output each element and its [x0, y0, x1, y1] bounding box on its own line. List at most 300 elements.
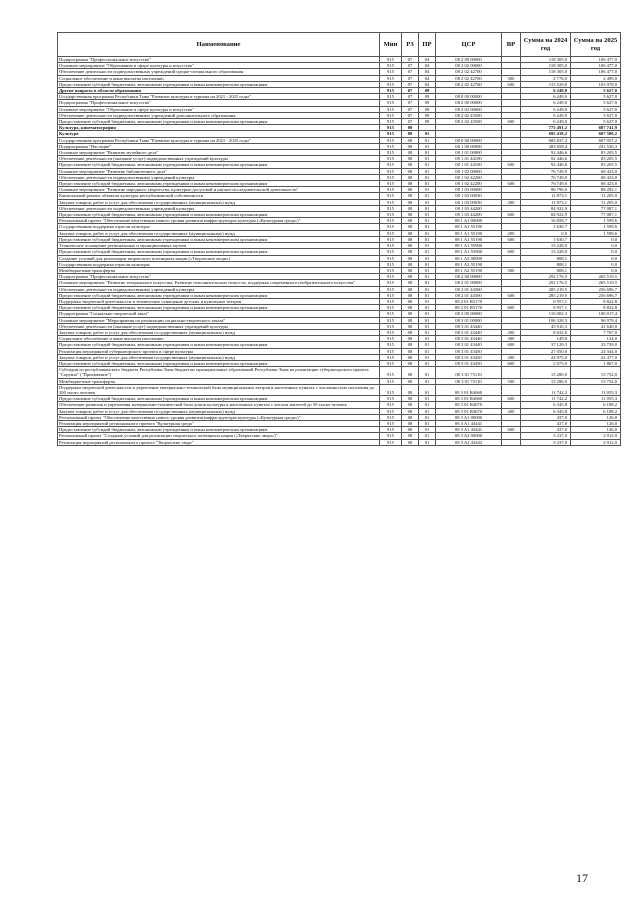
row-sum-2025: 7 767,0 — [571, 329, 621, 335]
row-name: Закупка товаров, работ и услуг для обеспечения государственных (муниципальных) нужд — [58, 354, 380, 360]
row-min: 915 — [380, 384, 402, 395]
row-sum-2024: 92 446,6 — [521, 162, 571, 168]
row-sum-2024: 45 910,3 — [521, 323, 571, 329]
row-name: Социальное обеспечение и иные выплаты населению — [58, 336, 380, 342]
row-pr: 01 — [419, 292, 436, 298]
row-csr: 08 2 02 42700 — [436, 81, 502, 87]
row-sum-2024: 695 418,2 — [521, 131, 571, 137]
row-pr: 01 — [419, 187, 436, 193]
row-rz: 08 — [402, 212, 419, 218]
row-pr: 01 — [419, 249, 436, 255]
row-csr: 08 2 01 R5170 — [436, 298, 502, 304]
row-sum-2024: 6 249,0 — [521, 106, 571, 112]
row-sum-2024: 15 280,0 — [521, 367, 571, 378]
table-header-row — [58, 33, 621, 57]
row-csr: 08 3 01 43450 — [436, 360, 502, 366]
row-pr: 01 — [419, 193, 436, 199]
row-pr: 01 — [419, 236, 436, 242]
row-sum-2025: 8 822,8 — [571, 298, 621, 304]
row-min: 915 — [380, 181, 402, 187]
row-name: Подпрограмма "Профессиональное искусство" — [58, 57, 380, 63]
row-sum-2025: 126,0 — [571, 420, 621, 426]
row-csr: 08 1 A1 55190 — [436, 236, 502, 242]
row-min: 915 — [380, 199, 402, 205]
row-pr: 01 — [419, 162, 436, 168]
row-name: Обеспечение развития и укрепления материально-технической базы домов культуры в населенных пунктах с числом жителей до 50 тысяч человек — [58, 402, 380, 408]
row-sum-2024: 285 219,5 — [521, 292, 571, 298]
row-csr: 08 1 02 42200 — [436, 181, 502, 187]
row-csr: 08 2 02 43500 — [436, 112, 502, 118]
row-sum-2024: 37 129,3 — [521, 342, 571, 348]
row-rz: 08 — [402, 323, 419, 329]
row-vr: 600 — [502, 360, 521, 366]
row-min: 915 — [380, 336, 402, 342]
row-rz: 08 — [402, 427, 419, 433]
row-rz: 08 — [402, 168, 419, 174]
row-min: 915 — [380, 106, 402, 112]
row-rz: 08 — [402, 131, 419, 137]
row-sum-2024: 685 837,2 — [521, 137, 571, 143]
row-csr: 08 3 01 R4660 — [436, 384, 502, 395]
row-min: 915 — [380, 360, 402, 366]
row-name: Закупка товаров, работ и услуг для обеспечения государственных (муниципальных) нужд — [58, 329, 380, 335]
row-name: Обеспечение деятельности подведомственных учреждений культуры — [58, 205, 380, 211]
row-sum-2025: 1 867,0 — [571, 360, 621, 366]
row-sum-2024: 283 658,4 — [521, 143, 571, 149]
row-pr: 01 — [419, 274, 436, 280]
row-pr: 09 — [419, 112, 436, 118]
row-name: Предоставление субсидий бюджетным, автономным учреждениям и иным некоммерческим организациям — [58, 212, 380, 218]
row-pr: 09 — [419, 94, 436, 100]
row-rz: 08 — [402, 336, 419, 342]
row-csr: 08 3 01 R4670 — [436, 408, 502, 414]
row-sum-2024: 0,0 — [521, 230, 571, 236]
row-sum-2025: 0,0 — [571, 267, 621, 273]
row-name: Основное мероприятие "Мероприятия по реализации социально-творческого заказа" — [58, 317, 380, 323]
row-rz: 08 — [402, 137, 419, 143]
row-sum-2024: 6 249,0 — [521, 100, 571, 106]
row-sum-2024: 437,0 — [521, 414, 571, 420]
row-sum-2024: 6 249,0 — [521, 119, 571, 125]
row-sum-2024: 24 975,0 — [521, 354, 571, 360]
row-pr: 01 — [419, 181, 436, 187]
row-name: Региональный проект "Обеспечение качественно нового уровня развития инфраструктуры культуры («Культурная среда»)" — [58, 218, 380, 224]
row-min: 915 — [380, 75, 402, 81]
row-rz: 08 — [402, 305, 419, 311]
row-min: 915 — [380, 162, 402, 168]
row-pr: 01 — [419, 336, 436, 342]
row-min: 915 — [380, 378, 402, 384]
row-csr: 08 1 A1 55190 — [436, 224, 502, 230]
header-min: Мин — [380, 33, 402, 57]
row-csr: 08 3 01 43440 — [436, 342, 502, 348]
row-name: Предоставление субсидий бюджетным, автономным учреждениям и иным некоммерческим организациям — [58, 305, 380, 311]
row-name: Техническое оснащение региональных и муниципальных музеев — [58, 243, 380, 249]
row-csr: 08 1 A2 55190 — [436, 267, 502, 273]
row-min: 915 — [380, 112, 402, 118]
row-min: 915 — [380, 267, 402, 273]
row-vr: 600 — [502, 396, 521, 402]
row-csr: 08 3 01 43450 — [436, 348, 502, 354]
row-pr: 01 — [419, 261, 436, 267]
row-sum-2024: 149,0 — [521, 336, 571, 342]
row-min: 915 — [380, 224, 402, 230]
row-name: Другие вопросы в области образования — [58, 88, 380, 94]
row-sum-2025: 106 477,0 — [571, 69, 621, 75]
header-rz: РЗ — [402, 33, 419, 57]
row-csr: 08 1 03 44200 — [436, 212, 502, 218]
row-sum-2025: 24 344,0 — [571, 348, 621, 354]
row-sum-2025: 68 423,0 — [571, 174, 621, 180]
row-csr: 08 2 00 00000 — [436, 274, 502, 280]
row-sum-2024: 6 249,0 — [521, 88, 571, 94]
row-csr: 08 1 A1 55900 — [436, 249, 502, 255]
row-sum-2025: 68 423,0 — [571, 181, 621, 187]
row-csr: 08 0 00 00000 — [436, 137, 502, 143]
row-sum-2025: 106 477,0 — [571, 57, 621, 63]
row-rz: 08 — [402, 433, 419, 439]
row-name: Предоставление субсидий бюджетным, автономным учреждениям и иным некоммерческим организациям — [58, 342, 380, 348]
row-sum-2025: 0,0 — [571, 261, 621, 267]
row-sum-2025: 0,0 — [571, 255, 621, 261]
row-csr: 08 1 01 00000 — [436, 150, 502, 156]
row-min: 915 — [380, 119, 402, 125]
row-pr: 04 — [419, 57, 436, 63]
row-csr: 08 1 03 00000 — [436, 187, 502, 193]
row-name: Обеспечение деятельности (оказание услуг) подведомственных учреждений культуры — [58, 323, 380, 329]
row-vr: 600 — [502, 81, 521, 87]
row-rz: 08 — [402, 181, 419, 187]
row-rz: 07 — [402, 63, 419, 69]
row-min: 915 — [380, 261, 402, 267]
row-pr: 09 — [419, 100, 436, 106]
row-rz: 08 — [402, 367, 419, 378]
row-sum-2024: 808,1 — [521, 267, 571, 273]
row-sum-2024: 76 749,0 — [521, 181, 571, 187]
row-name: Обеспечение деятельности (оказание услуг) подведомственных учреждений культуры — [58, 156, 380, 162]
row-name: Предоставление субсидий бюджетным, автономным учреждениям и иным некоммерческим организациям — [58, 81, 380, 87]
row-name: Реализация мероприятий регионального проекта "Творческие люди" — [58, 439, 380, 445]
row-sum-2024: 808,1 — [521, 261, 571, 267]
row-sum-2024: 6 957,1 — [521, 298, 571, 304]
row-rz: 08 — [402, 354, 419, 360]
row-min: 915 — [380, 414, 402, 420]
row-name: Региональный проект "Создание условий для реализации творческого потенциала нации («Творческие люди»)" — [58, 433, 380, 439]
row-sum-2024: 11 873,1 — [521, 193, 571, 199]
row-rz: 08 — [402, 205, 419, 211]
row-pr: 01 — [419, 427, 436, 433]
row-rz: 08 — [402, 378, 419, 384]
row-pr: 01 — [419, 342, 436, 348]
row-sum-2025: 83 205,5 — [571, 156, 621, 162]
row-name: Предоставление субсидий бюджетным, автономным учреждениям и иным некоммерческим организациям — [58, 396, 380, 402]
row-pr: 01 — [419, 439, 436, 445]
row-name: Обеспечение деятельности подведомственных учреждений культуры — [58, 286, 380, 292]
row-csr: 08 1 03 44200 — [436, 205, 502, 211]
row-rz: 07 — [402, 112, 419, 118]
row-min: 915 — [380, 94, 402, 100]
row-sum-2025: 5 627,0 — [571, 106, 621, 112]
row-min: 915 — [380, 305, 402, 311]
row-vr: 200 — [502, 329, 521, 335]
row-pr: 01 — [419, 298, 436, 304]
row-rz: 08 — [402, 255, 419, 261]
row-csr: 08 1 01 44100 — [436, 156, 502, 162]
row-min: 915 — [380, 420, 402, 426]
row-sum-2024: 16 858,7 — [521, 218, 571, 224]
header-pr: ПР — [419, 33, 436, 57]
row-sum-2025: 0,0 — [571, 249, 621, 255]
row-pr: 04 — [419, 69, 436, 75]
row-rz: 08 — [402, 125, 419, 131]
row-sum-2025: 2 499,0 — [571, 75, 621, 81]
row-rz: 07 — [402, 106, 419, 112]
row-csr: 08 3 01 43450 — [436, 354, 502, 360]
row-min: 915 — [380, 212, 402, 218]
row-rz: 08 — [402, 162, 419, 168]
row-sum-2024: 1 630,7 — [521, 236, 571, 242]
row-sum-2024: 106 328,3 — [521, 317, 571, 323]
row-pr: 01 — [419, 267, 436, 273]
row-min: 915 — [380, 439, 402, 445]
row-sum-2025: 77 087,1 — [571, 212, 621, 218]
row-sum-2025: 100 017,4 — [571, 311, 621, 317]
row-rz: 08 — [402, 261, 419, 267]
row-csr: 08 2 00 00000 — [436, 100, 502, 106]
row-sum-2025: 2 912,0 — [571, 433, 621, 439]
row-csr: 08 2 00 00000 — [436, 57, 502, 63]
row-sum-2024: 115 529,0 — [521, 81, 571, 87]
row-min: 915 — [380, 57, 402, 63]
row-vr: 600 — [502, 292, 521, 298]
row-sum-2024: 6 957,1 — [521, 305, 571, 311]
row-csr: 08 3 00 00000 — [436, 311, 502, 317]
row-pr: 01 — [419, 280, 436, 286]
row-rz: 08 — [402, 342, 419, 348]
row-min: 915 — [380, 280, 402, 286]
row-sum-2024: 285 219,5 — [521, 286, 571, 292]
row-sum-2025: 11 055,3 — [571, 384, 621, 395]
row-rz: 08 — [402, 286, 419, 292]
row-name: Реализация мероприятий регионального проекта "Культурная среда" — [58, 420, 380, 426]
row-pr: 01 — [419, 378, 436, 384]
row-sum-2024: 1 630,7 — [521, 224, 571, 230]
row-pr: 01 — [419, 329, 436, 335]
row-sum-2024: 118 305,0 — [521, 57, 571, 63]
row-pr: 01 — [419, 311, 436, 317]
row-name: Закупка товаров, работ и услуг для обеспечения государственных (муниципальных) нужд — [58, 408, 380, 414]
row-pr: 09 — [419, 106, 436, 112]
row-csr: 08 0 00 00000 — [436, 94, 502, 100]
row-min: 915 — [380, 137, 402, 143]
row-name: Подпрограмма "Наследие" — [58, 143, 380, 149]
row-pr: 01 — [419, 402, 436, 408]
row-csr: 08 3 01 00000 — [436, 317, 502, 323]
row-sum-2025: 0,0 — [571, 236, 621, 242]
row-name: Закупка товаров, работ и услуг для обеспечения государственных (муниципальных) нужд — [58, 199, 380, 205]
row-pr: 01 — [419, 168, 436, 174]
row-rz: 07 — [402, 100, 419, 106]
row-rz: 07 — [402, 75, 419, 81]
row-name: Предоставление субсидий бюджетным, автономным учреждениям и иным некоммерческим организациям — [58, 162, 380, 168]
row-sum-2025: 77 087,1 — [571, 205, 621, 211]
row-sum-2025: 96 979,4 — [571, 317, 621, 323]
row-csr: 08 2 01 00000 — [436, 280, 502, 286]
row-name: Основное мероприятие "Развитие народного творчества, культурно-досуговой и научно-исследовательской деятельности" — [58, 187, 380, 193]
row-name: Основное мероприятие "Развитие музейного дела" — [58, 150, 380, 156]
row-vr: 600 — [502, 305, 521, 311]
row-min: 915 — [380, 249, 402, 255]
row-pr: 01 — [419, 243, 436, 249]
row-pr: 01 — [419, 348, 436, 354]
row-min: 915 — [380, 329, 402, 335]
row-csr: 08 2 02 00000 — [436, 63, 502, 69]
row-sum-2025: 41 640,0 — [571, 323, 621, 329]
row-sum-2024: 15 228,0 — [521, 249, 571, 255]
row-pr: 01 — [419, 286, 436, 292]
row-sum-2025: 11 205,0 — [571, 193, 621, 199]
row-sum-2025: 5 627,0 — [571, 112, 621, 118]
row-min: 915 — [380, 342, 402, 348]
row-pr: 01 — [419, 218, 436, 224]
row-pr: 01 — [419, 305, 436, 311]
row-name: Региональный проект "Обеспечение качественно нового уровня развития инфраструктуры культуры («Культурная среда»)" — [58, 414, 380, 420]
row-sum-2025: 11 205,0 — [571, 199, 621, 205]
row-rz: 08 — [402, 384, 419, 395]
page-number: 17 — [576, 871, 588, 885]
row-csr: 08 3 A1 00000 — [436, 414, 502, 420]
row-sum-2024: 11 742,2 — [521, 396, 571, 402]
row-sum-2025: 33 739,0 — [571, 342, 621, 348]
row-min: 915 — [380, 292, 402, 298]
row-csr: 08 3 01 R4660 — [436, 396, 502, 402]
row-name: Предоставление субсидий бюджетным, автономным учреждениям и иным некоммерческим организациям — [58, 236, 380, 242]
row-name: Субсидии из республиканского бюджета Республики Тыва бюджетам муниципальных образований Республики Тыва на реализацию губернаторского проекта "Сорунза" ("Притяжение") — [58, 367, 380, 378]
row-sum-2025: 687 741,9 — [571, 125, 621, 131]
row-name: Культура — [58, 131, 380, 137]
row-rz: 08 — [402, 218, 419, 224]
row-sum-2024: 6 345,8 — [521, 408, 571, 414]
row-pr: 01 — [419, 131, 436, 137]
row-rz: 08 — [402, 199, 419, 205]
row-vr: 200 — [502, 230, 521, 236]
row-sum-2025: 88 292,1 — [571, 187, 621, 193]
row-csr: 08 1 A2 00000 — [436, 255, 502, 261]
row-pr: 01 — [419, 150, 436, 156]
row-min: 915 — [380, 286, 402, 292]
row-name: Государственная программа Республики Тыва "Развитие культуры и туризма на 2021 - 2025 годы" — [58, 137, 380, 143]
row-sum-2024: 3 237,0 — [521, 433, 571, 439]
row-rz: 08 — [402, 174, 419, 180]
row-vr: 500 — [502, 378, 521, 384]
row-sum-2024: 2 075,0 — [521, 360, 571, 366]
row-csr: 08 3 A1 43441 — [436, 427, 502, 433]
budget-table — [57, 32, 621, 446]
row-pr: 01 — [419, 360, 436, 366]
row-sum-2025: 8 822,8 — [571, 305, 621, 311]
row-vr: 600 — [502, 249, 521, 255]
row-pr: 01 — [419, 396, 436, 402]
row-min: 915 — [380, 193, 402, 199]
row-sum-2024: 15 280,0 — [521, 378, 571, 384]
row-vr: 300 — [502, 75, 521, 81]
row-name: Обеспечение деятельности подведомственных учреждений культуры — [58, 174, 380, 180]
row-min: 915 — [380, 408, 402, 414]
row-pr: 04 — [419, 75, 436, 81]
row-min: 915 — [380, 150, 402, 156]
row-name: Государственная поддержка отрасли культуры — [58, 224, 380, 230]
row-name: Предоставление субсидий бюджетным, автономным учреждениям и иным некоммерческим организациям — [58, 249, 380, 255]
row-sum-2025: 106 477,0 — [571, 63, 621, 69]
row-rz: 08 — [402, 408, 419, 414]
header-sum-2024: Сумма на 2024 год — [521, 33, 571, 57]
row-sum-2024: 3 237,0 — [521, 439, 571, 445]
row-rz: 08 — [402, 267, 419, 273]
row-rz: 08 — [402, 329, 419, 335]
row-name: Основное мероприятие "Развитие библиотечного дела" — [58, 168, 380, 174]
row-vr: 600 — [502, 427, 521, 433]
row-sum-2025: 5 627,0 — [571, 88, 621, 94]
row-sum-2025: 103 978,0 — [571, 81, 621, 87]
row-csr: 08 1 00 00000 — [436, 143, 502, 149]
row-name: Поддержка творческой деятельности и укрепление материально-технической базы муниципальных театров в населенных пунктах с численностью населения до 300 тысяч человек — [58, 384, 380, 395]
row-min: 915 — [380, 69, 402, 75]
row-sum-2024: 292 176,5 — [521, 274, 571, 280]
row-csr: 08 1 03 00030 — [436, 193, 502, 199]
row-sum-2024: 118 305,0 — [521, 69, 571, 75]
row-pr: 01 — [419, 212, 436, 218]
row-name: Социальное обеспечение и иные выплаты населению — [58, 75, 380, 81]
row-sum-2024: 84 922,9 — [521, 212, 571, 218]
header-sum-2025: Сумма на 2025 год — [571, 33, 621, 57]
row-sum-2025: 607 580,2 — [571, 131, 621, 137]
row-min: 915 — [380, 187, 402, 193]
row-pr: 01 — [419, 317, 436, 323]
row-name: Предоставление субсидий бюджетным, автономным учреждениям и иным некоммерческим организациям — [58, 427, 380, 433]
table-row — [58, 384, 621, 395]
row-pr: 01 — [419, 224, 436, 230]
row-rz: 08 — [402, 187, 419, 193]
row-sum-2024: 27 050,0 — [521, 348, 571, 354]
row-min: 915 — [380, 81, 402, 87]
row-sum-2024: 96 796,0 — [521, 187, 571, 193]
row-pr: 01 — [419, 174, 436, 180]
row-rz: 08 — [402, 414, 419, 420]
row-csr: 08 1 A1 55190 — [436, 230, 502, 236]
row-sum-2024: 8 632,0 — [521, 329, 571, 335]
row-csr: 08 1 A1 00000 — [436, 218, 502, 224]
row-sum-2025: 607 057,2 — [571, 137, 621, 143]
row-sum-2024: 11 742,2 — [521, 384, 571, 395]
row-name: Предоставление субсидий бюджетным, автономным учреждениям и иным некоммерческим организациям — [58, 119, 380, 125]
row-sum-2025: 265 519,5 — [571, 280, 621, 286]
row-sum-2025: 6 188,2 — [571, 402, 621, 408]
row-vr: 600 — [502, 342, 521, 348]
row-rz: 08 — [402, 292, 419, 298]
row-min: 915 — [380, 274, 402, 280]
row-min: 915 — [380, 311, 402, 317]
row-sum-2024: 2 776,0 — [521, 75, 571, 81]
row-sum-2024: 6 249,0 — [521, 112, 571, 118]
table-body — [58, 57, 621, 446]
row-min: 915 — [380, 255, 402, 261]
row-min: 915 — [380, 367, 402, 378]
row-sum-2025: 6 188,2 — [571, 408, 621, 414]
table-row — [58, 439, 621, 445]
row-min: 915 — [380, 205, 402, 211]
row-rz: 08 — [402, 311, 419, 317]
row-sum-2024: 15 228,0 — [521, 243, 571, 249]
